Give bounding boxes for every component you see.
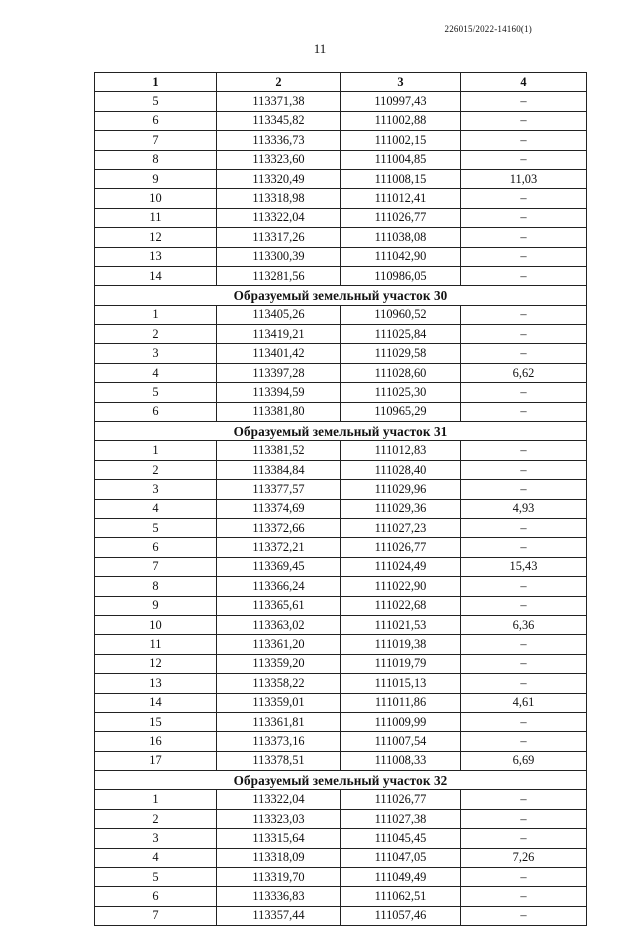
point-number-cell: 7: [95, 906, 217, 925]
point-number-cell: 6: [95, 887, 217, 906]
distance-cell: –: [461, 189, 587, 208]
x-coordinate-cell: 113372,21: [217, 538, 341, 557]
point-number-cell: 7: [95, 131, 217, 150]
document-id: 226015/2022-14160(1): [444, 24, 532, 34]
x-coordinate-cell: 113394,59: [217, 383, 341, 402]
x-coordinate-cell: 113300,39: [217, 247, 341, 266]
point-number-cell: 1: [95, 790, 217, 809]
table-row: [95, 247, 587, 266]
x-coordinate-cell: 113323,60: [217, 150, 341, 169]
table-row: [95, 654, 587, 673]
point-number-cell: 6: [95, 111, 217, 130]
y-coordinate-cell: 111042,90: [341, 247, 461, 266]
table-row: [95, 228, 587, 247]
y-coordinate-cell: 111012,83: [341, 441, 461, 460]
point-number-cell: 4: [95, 499, 217, 518]
point-number-cell: 2: [95, 325, 217, 344]
y-coordinate-cell: 111002,88: [341, 111, 461, 130]
y-coordinate-cell: 111025,84: [341, 325, 461, 344]
point-number-cell: 9: [95, 169, 217, 188]
y-coordinate-cell: 111026,77: [341, 790, 461, 809]
point-number-cell: 2: [95, 809, 217, 828]
x-coordinate-cell: 113361,20: [217, 635, 341, 654]
point-number-cell: 10: [95, 189, 217, 208]
point-number-cell: 5: [95, 92, 217, 111]
y-coordinate-cell: 111028,60: [341, 363, 461, 382]
x-coordinate-cell: 113401,42: [217, 344, 341, 363]
x-coordinate-cell: 113359,01: [217, 693, 341, 712]
y-coordinate-cell: 111002,15: [341, 131, 461, 150]
section-title-row: [95, 422, 587, 441]
x-coordinate-cell: 113317,26: [217, 228, 341, 247]
y-coordinate-cell: 110986,05: [341, 266, 461, 285]
point-number-cell: 13: [95, 674, 217, 693]
distance-cell: 6,69: [461, 751, 587, 770]
point-number-cell: 6: [95, 538, 217, 557]
x-coordinate-cell: 113363,02: [217, 615, 341, 634]
y-coordinate-cell: 111015,13: [341, 674, 461, 693]
point-number-cell: 4: [95, 363, 217, 382]
distance-cell: –: [461, 654, 587, 673]
y-coordinate-cell: 111022,68: [341, 596, 461, 615]
x-coordinate-cell: 113419,21: [217, 325, 341, 344]
table-row: [95, 712, 587, 731]
table-row: [95, 635, 587, 654]
y-coordinate-cell: 111026,77: [341, 208, 461, 227]
y-coordinate-cell: 110960,52: [341, 305, 461, 324]
table-row: [95, 111, 587, 130]
table-row: [95, 809, 587, 828]
y-coordinate-cell: 111024,49: [341, 557, 461, 576]
x-coordinate-cell: 113319,70: [217, 868, 341, 887]
table-row: [95, 305, 587, 324]
point-number-cell: 17: [95, 751, 217, 770]
distance-cell: 11,03: [461, 169, 587, 188]
table-row: [95, 325, 587, 344]
y-coordinate-cell: 111038,08: [341, 228, 461, 247]
table-row: [95, 732, 587, 751]
x-coordinate-cell: 113315,64: [217, 829, 341, 848]
distance-cell: 4,61: [461, 693, 587, 712]
column-header: 3: [341, 73, 461, 92]
distance-cell: –: [461, 732, 587, 751]
x-coordinate-cell: 113381,80: [217, 402, 341, 421]
x-coordinate-cell: 113336,73: [217, 131, 341, 150]
point-number-cell: 16: [95, 732, 217, 751]
distance-cell: –: [461, 712, 587, 731]
distance-cell: –: [461, 228, 587, 247]
coordinates-table: [94, 72, 587, 926]
table-row: [95, 402, 587, 421]
distance-cell: –: [461, 460, 587, 479]
distance-cell: –: [461, 868, 587, 887]
table-row: [95, 189, 587, 208]
table-row: [95, 441, 587, 460]
x-coordinate-cell: 113377,57: [217, 480, 341, 499]
distance-cell: –: [461, 344, 587, 363]
distance-cell: –: [461, 208, 587, 227]
table-row: [95, 615, 587, 634]
distance-cell: –: [461, 480, 587, 499]
table-row: [95, 208, 587, 227]
x-coordinate-cell: 113318,09: [217, 848, 341, 867]
distance-cell: –: [461, 809, 587, 828]
x-coordinate-cell: 113384,84: [217, 460, 341, 479]
y-coordinate-cell: 111009,99: [341, 712, 461, 731]
point-number-cell: 3: [95, 829, 217, 848]
y-coordinate-cell: 111026,77: [341, 538, 461, 557]
y-coordinate-cell: 111027,38: [341, 809, 461, 828]
y-coordinate-cell: 111047,05: [341, 848, 461, 867]
x-coordinate-cell: 113365,61: [217, 596, 341, 615]
y-coordinate-cell: 111029,36: [341, 499, 461, 518]
point-number-cell: 6: [95, 402, 217, 421]
point-number-cell: 5: [95, 383, 217, 402]
table-row: [95, 674, 587, 693]
table-row: [95, 383, 587, 402]
distance-cell: –: [461, 577, 587, 596]
table-row: [95, 518, 587, 537]
point-number-cell: 3: [95, 344, 217, 363]
x-coordinate-cell: 113345,82: [217, 111, 341, 130]
point-number-cell: 1: [95, 441, 217, 460]
distance-cell: –: [461, 150, 587, 169]
x-coordinate-cell: 113372,66: [217, 518, 341, 537]
table-row: [95, 577, 587, 596]
table-row: [95, 363, 587, 382]
page-number: 11: [313, 41, 327, 56]
table-row: [95, 887, 587, 906]
y-coordinate-cell: 111027,23: [341, 518, 461, 537]
x-coordinate-cell: 113359,20: [217, 654, 341, 673]
point-number-cell: 4: [95, 848, 217, 867]
table-row: [95, 848, 587, 867]
x-coordinate-cell: 113336,83: [217, 887, 341, 906]
point-number-cell: 10: [95, 615, 217, 634]
table-row: [95, 868, 587, 887]
y-coordinate-cell: 111008,33: [341, 751, 461, 770]
table-row: [95, 169, 587, 188]
point-number-cell: 8: [95, 150, 217, 169]
x-coordinate-cell: 113381,52: [217, 441, 341, 460]
y-coordinate-cell: 111019,79: [341, 654, 461, 673]
y-coordinate-cell: 111022,90: [341, 577, 461, 596]
y-coordinate-cell: 111004,85: [341, 150, 461, 169]
table-row: [95, 693, 587, 712]
table-row: [95, 906, 587, 925]
point-number-cell: 13: [95, 247, 217, 266]
table-body: [95, 92, 587, 926]
point-number-cell: 1: [95, 305, 217, 324]
table-row: [95, 460, 587, 479]
y-coordinate-cell: 111062,51: [341, 887, 461, 906]
x-coordinate-cell: 113323,03: [217, 809, 341, 828]
y-coordinate-cell: 111057,46: [341, 906, 461, 925]
x-coordinate-cell: 113281,56: [217, 266, 341, 285]
x-coordinate-cell: 113366,24: [217, 577, 341, 596]
distance-cell: –: [461, 887, 587, 906]
y-coordinate-cell: 111029,58: [341, 344, 461, 363]
point-number-cell: 12: [95, 654, 217, 673]
point-number-cell: 2: [95, 460, 217, 479]
x-coordinate-cell: 113358,22: [217, 674, 341, 693]
table-row: [95, 92, 587, 111]
x-coordinate-cell: 113320,49: [217, 169, 341, 188]
distance-cell: 15,43: [461, 557, 587, 576]
x-coordinate-cell: 113322,04: [217, 790, 341, 809]
x-coordinate-cell: 113318,98: [217, 189, 341, 208]
y-coordinate-cell: 111019,38: [341, 635, 461, 654]
y-coordinate-cell: 111008,15: [341, 169, 461, 188]
table-row: [95, 131, 587, 150]
table-row: [95, 499, 587, 518]
column-header: 1: [95, 73, 217, 92]
distance-cell: –: [461, 131, 587, 150]
point-number-cell: 14: [95, 266, 217, 285]
point-number-cell: 12: [95, 228, 217, 247]
table-header-row: [95, 73, 587, 92]
point-number-cell: 14: [95, 693, 217, 712]
y-coordinate-cell: 111021,53: [341, 615, 461, 634]
y-coordinate-cell: 110965,29: [341, 402, 461, 421]
distance-cell: –: [461, 674, 587, 693]
x-coordinate-cell: 113369,45: [217, 557, 341, 576]
x-coordinate-cell: 113322,04: [217, 208, 341, 227]
distance-cell: 4,93: [461, 499, 587, 518]
table-row: [95, 596, 587, 615]
point-number-cell: 9: [95, 596, 217, 615]
table-row: [95, 557, 587, 576]
point-number-cell: 8: [95, 577, 217, 596]
y-coordinate-cell: 111045,45: [341, 829, 461, 848]
distance-cell: –: [461, 538, 587, 557]
distance-cell: –: [461, 596, 587, 615]
y-coordinate-cell: 111049,49: [341, 868, 461, 887]
distance-cell: 6,36: [461, 615, 587, 634]
table-row: [95, 751, 587, 770]
y-coordinate-cell: 110997,43: [341, 92, 461, 111]
table-row: [95, 538, 587, 557]
x-coordinate-cell: 113374,69: [217, 499, 341, 518]
table-row: [95, 266, 587, 285]
point-number-cell: 11: [95, 635, 217, 654]
distance-cell: –: [461, 518, 587, 537]
x-coordinate-cell: 113405,26: [217, 305, 341, 324]
distance-cell: –: [461, 402, 587, 421]
column-header: 2: [217, 73, 341, 92]
distance-cell: –: [461, 325, 587, 344]
point-number-cell: 15: [95, 712, 217, 731]
section-title-row: [95, 286, 587, 305]
y-coordinate-cell: 111007,54: [341, 732, 461, 751]
distance-cell: –: [461, 790, 587, 809]
distance-cell: 6,62: [461, 363, 587, 382]
y-coordinate-cell: 111012,41: [341, 189, 461, 208]
y-coordinate-cell: 111028,40: [341, 460, 461, 479]
distance-cell: 7,26: [461, 848, 587, 867]
x-coordinate-cell: 113361,81: [217, 712, 341, 731]
section-title: Образуемый земельный участок 32: [95, 771, 587, 790]
x-coordinate-cell: 113357,44: [217, 906, 341, 925]
column-header: 4: [461, 73, 587, 92]
point-number-cell: 5: [95, 518, 217, 537]
distance-cell: –: [461, 906, 587, 925]
distance-cell: –: [461, 635, 587, 654]
section-title-row: [95, 771, 587, 790]
table-row: [95, 480, 587, 499]
point-number-cell: 7: [95, 557, 217, 576]
section-title: Образуемый земельный участок 31: [95, 422, 587, 441]
x-coordinate-cell: 113373,16: [217, 732, 341, 751]
section-title: Образуемый земельный участок 30: [95, 286, 587, 305]
table-row: [95, 344, 587, 363]
distance-cell: –: [461, 247, 587, 266]
y-coordinate-cell: 111011,86: [341, 693, 461, 712]
x-coordinate-cell: 113371,38: [217, 92, 341, 111]
point-number-cell: 11: [95, 208, 217, 227]
point-number-cell: 3: [95, 480, 217, 499]
point-number-cell: 5: [95, 868, 217, 887]
distance-cell: –: [461, 829, 587, 848]
distance-cell: –: [461, 441, 587, 460]
table-row: [95, 790, 587, 809]
distance-cell: –: [461, 111, 587, 130]
x-coordinate-cell: 113397,28: [217, 363, 341, 382]
y-coordinate-cell: 111029,96: [341, 480, 461, 499]
x-coordinate-cell: 113378,51: [217, 751, 341, 770]
distance-cell: –: [461, 305, 587, 324]
y-coordinate-cell: 111025,30: [341, 383, 461, 402]
table-row: [95, 829, 587, 848]
distance-cell: –: [461, 266, 587, 285]
table-row: [95, 150, 587, 169]
distance-cell: –: [461, 92, 587, 111]
distance-cell: –: [461, 383, 587, 402]
